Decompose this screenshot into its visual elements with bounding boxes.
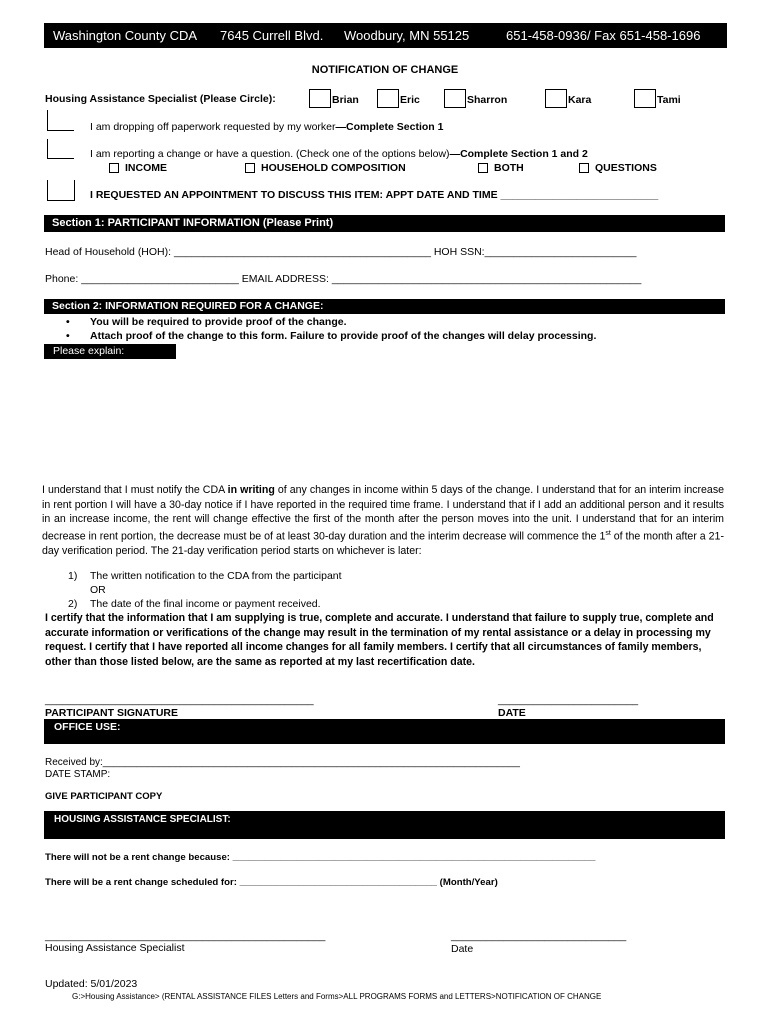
please-explain-label: Please explain: xyxy=(44,344,176,359)
specialist-sharron[interactable]: Sharron xyxy=(444,89,507,108)
has-signature-line[interactable]: ________________________________________________ xyxy=(45,930,326,942)
checkbox-eric[interactable] xyxy=(377,89,399,108)
understand-paragraph: I understand that I must notify the CDA in writing of any changes in income within 5 days of the change. I understand that for an interim increase in rent portion I will have a 30-day notice if I have reported in the required time frame. I understand that if I add an additional person and it results in an increase income, the rent will change effective the first of the month after the person moves into the unit. I understand that for an interim decrease in rent portion, the decrease must be of at least 30-day duration and the interim decrease will commence the 1st of the month after a 21-day verification period. The 21-day verification period starts on whichever is later: xyxy=(42,484,725,557)
option-report-text: I am reporting a change or have a question. (Check one of the options below)—Complete Section 1 and 2 xyxy=(90,148,588,160)
option-appointment-text: I REQUESTED AN APPOINTMENT TO DISCUSS THIS ITEM: APPT DATE AND TIME ___________________________ xyxy=(90,189,659,201)
agency-address: 7645 Currell Blvd. xyxy=(220,28,324,43)
check-income[interactable]: INCOME xyxy=(109,162,167,174)
has-date-line[interactable]: ______________________________ xyxy=(451,930,627,942)
check-both[interactable]: BOTH xyxy=(478,162,524,174)
checkbox-icon[interactable] xyxy=(478,163,488,173)
checkbox-icon[interactable] xyxy=(245,163,255,173)
section1-header: Section 1: PARTICIPANT INFORMATION (Please Print) xyxy=(44,215,725,232)
section2-header: Section 2: INFORMATION REQUIRED FOR A CHANGE: xyxy=(44,299,725,314)
has-signature-label: Housing Assistance Specialist xyxy=(45,942,185,954)
option-appointment-box[interactable] xyxy=(47,180,75,201)
date-stamp-label: DATE STAMP: xyxy=(45,769,111,780)
hoh-field[interactable]: Head of Household (HOH): ____________________________________________ HOH SSN:__________________________ xyxy=(45,246,637,258)
specialist-label: Housing Assistance Specialist (Please Circle): xyxy=(45,93,276,105)
option-dropoff-box[interactable] xyxy=(47,110,74,131)
checkbox-icon[interactable] xyxy=(109,163,119,173)
specialist-brian[interactable]: Brian xyxy=(309,89,359,108)
header-bar xyxy=(44,23,727,48)
checkbox-tami[interactable] xyxy=(634,89,656,108)
participant-signature-line[interactable]: ______________________________________________ xyxy=(45,694,314,706)
page-title: NOTIFICATION OF CHANGE xyxy=(311,64,459,76)
explain-area[interactable] xyxy=(44,362,725,474)
checkbox-brian[interactable] xyxy=(309,89,331,108)
office-use-header: OFFICE USE: xyxy=(44,719,725,744)
agency-phone: 651-458-0936/ Fax 651-458-1696 xyxy=(506,28,701,43)
has-date-label: Date xyxy=(451,943,474,955)
has-header: HOUSING ASSISTANCE SPECIALIST: xyxy=(44,811,725,839)
specialist-eric[interactable]: Eric xyxy=(377,89,420,108)
option-report-box[interactable] xyxy=(47,139,74,159)
checkbox-kara[interactable] xyxy=(545,89,567,108)
check-questions[interactable]: QUESTIONS xyxy=(579,162,657,174)
option-dropoff-text: I am dropping off paperwork requested by my worker—Complete Section 1 xyxy=(90,121,444,133)
specialist-kara[interactable]: Kara xyxy=(545,89,591,108)
list-item-1: 1) The written notification to the CDA from the participant xyxy=(68,570,342,582)
agency-name: Washington County CDA xyxy=(53,28,198,43)
no-rent-change-field[interactable]: There will not be a rent change because: ____________________________________________________________________ xyxy=(45,852,596,863)
rent-change-field[interactable]: There will be a rent change scheduled for: _____________________________________ (Month/Year) xyxy=(45,877,498,888)
give-copy-label: GIVE PARTICIPANT COPY xyxy=(45,791,163,802)
list-item-2: 2) The date of the final income or payment received. xyxy=(68,598,321,610)
bullet-1: • You will be required to provide proof of the change. xyxy=(66,316,347,328)
bullet-2: • Attach proof of the change to this form. Failure to provide proof of the changes will delay processing. xyxy=(66,330,597,342)
checkbox-sharron[interactable] xyxy=(444,89,466,108)
file-path: G:>Housing Assistance> (RENTAL ASSISTANCE FILES Letters and Forms>ALL PROGRAMS FORMS and LETTERS>NOTIFICATION OF CHANGE xyxy=(72,992,602,1001)
list-or: OR xyxy=(90,584,106,596)
received-by-field[interactable]: Received by:___________________________________________________________________________ xyxy=(45,757,520,768)
checkbox-icon[interactable] xyxy=(579,163,589,173)
phone-email-field[interactable]: Phone: ___________________________ EMAIL ADDRESS: _____________________________________________________ xyxy=(45,273,642,285)
updated-date: Updated: 5/01/2023 xyxy=(45,978,138,990)
specialist-tami[interactable]: Tami xyxy=(634,89,681,108)
participant-date-line[interactable]: ________________________ xyxy=(498,694,639,706)
check-household[interactable]: HOUSEHOLD COMPOSITION xyxy=(245,162,406,174)
participant-signature-label: PARTICIPANT SIGNATURE xyxy=(45,707,178,719)
certify-paragraph: I certify that the information that I am supplying is true, complete and accurate. I understand that failure to supply true, complete and accurate information or verifications of the change may result in the termination of my rental assistance or a delay in processing my request. I certify that I have reported all income changes for all family members. I certify that all circumstances of family members, other than those listed below, are the same as reported at my last recertification date. xyxy=(45,612,714,668)
participant-date-label: DATE xyxy=(498,707,526,719)
agency-city: Woodbury, MN 55125 xyxy=(344,28,470,43)
